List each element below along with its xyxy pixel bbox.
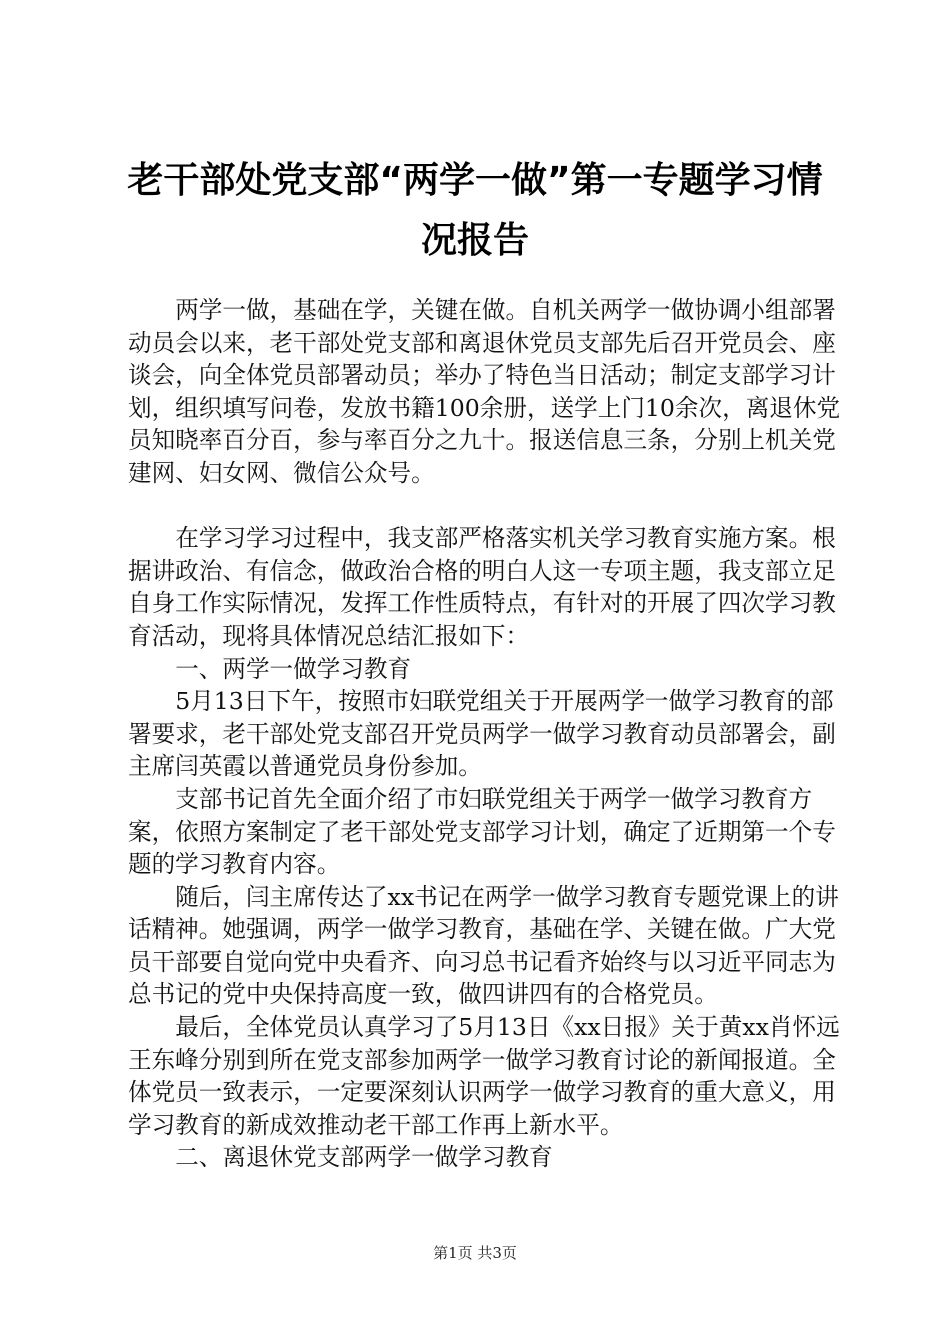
paragraph-may13: 5月13日下午，按照市妇联党组关于开展两学一做学习教育的部署要求，老干部处党支部召开党员两学一做学习教育动员部署会，副主席闫英霞以普通党员身份参加。 bbox=[128, 687, 836, 781]
section-heading-1: 一、两学一做学习教育 bbox=[175, 654, 412, 683]
paragraph-intro: 两学一做，基础在学，关键在做。自机关两学一做协调小组部署动员会以来，老干部处党支部和离退休党员支部先后召开党员会、座谈会，向全体党员部署动员；举办了特色当日活动；制定支部学习计划，组织填写问卷，发放书籍100余册，送学上门10余次，离退休党员知晓率百分百，参与率百分之九十。报送信息三条，分别上机关党建网、妇女网、微信公众号。 bbox=[128, 296, 841, 487]
paragraph-chair: 随后，闫主席传达了xx书记在两学一做学习教育专题党课上的讲话精神。她强调，两学一做学习教育，基础在学、关键在做。广大党员干部要自觉向党中央看齐、向习总书记看齐始终与以习近平同志为总书记的党中央保持高度一致，做四讲四有的合格党员。 bbox=[128, 882, 839, 1009]
document-title-line-1: 老干部处党支部“两学一做”第一专题学习情 bbox=[127, 160, 823, 201]
paragraph-process: 在学习学习过程中，我支部严格落实机关学习教育实施方案。根据讲政治、有信念，做政治合格的明白人这一专项主题，我支部立足自身工作实际情况，发挥工作性质特点，有针对的开展了四次学习教育活动，现将具体情况总结汇报如下： bbox=[128, 524, 836, 650]
paragraph-secretary: 支部书记首先全面介绍了市妇联党组关于两学一做学习教育方案，依照方案制定了老干部处党支部学习计划，确定了近期第一个专题的学习教育内容。 bbox=[128, 784, 836, 879]
page-footer: 第1页 共3页 bbox=[433, 1244, 517, 1262]
section-heading-2: 二、离退休党支部两学一做学习教育 bbox=[175, 1143, 553, 1172]
document-body bbox=[128, 294, 844, 1174]
paragraph-finally: 最后，全体党员认真学习了5月13日《xx日报》关于黄xx肖怀远王东峰分别到所在党支部参加两学一做学习教育讨论的新闻报道。全体党员一致表示，一定要深刻认识两学一做学习教育的重大意义，用学习教育的新成效推动老干部工作再上新水平。 bbox=[128, 1013, 840, 1139]
document-title-line-2: 况报告 bbox=[420, 220, 529, 261]
